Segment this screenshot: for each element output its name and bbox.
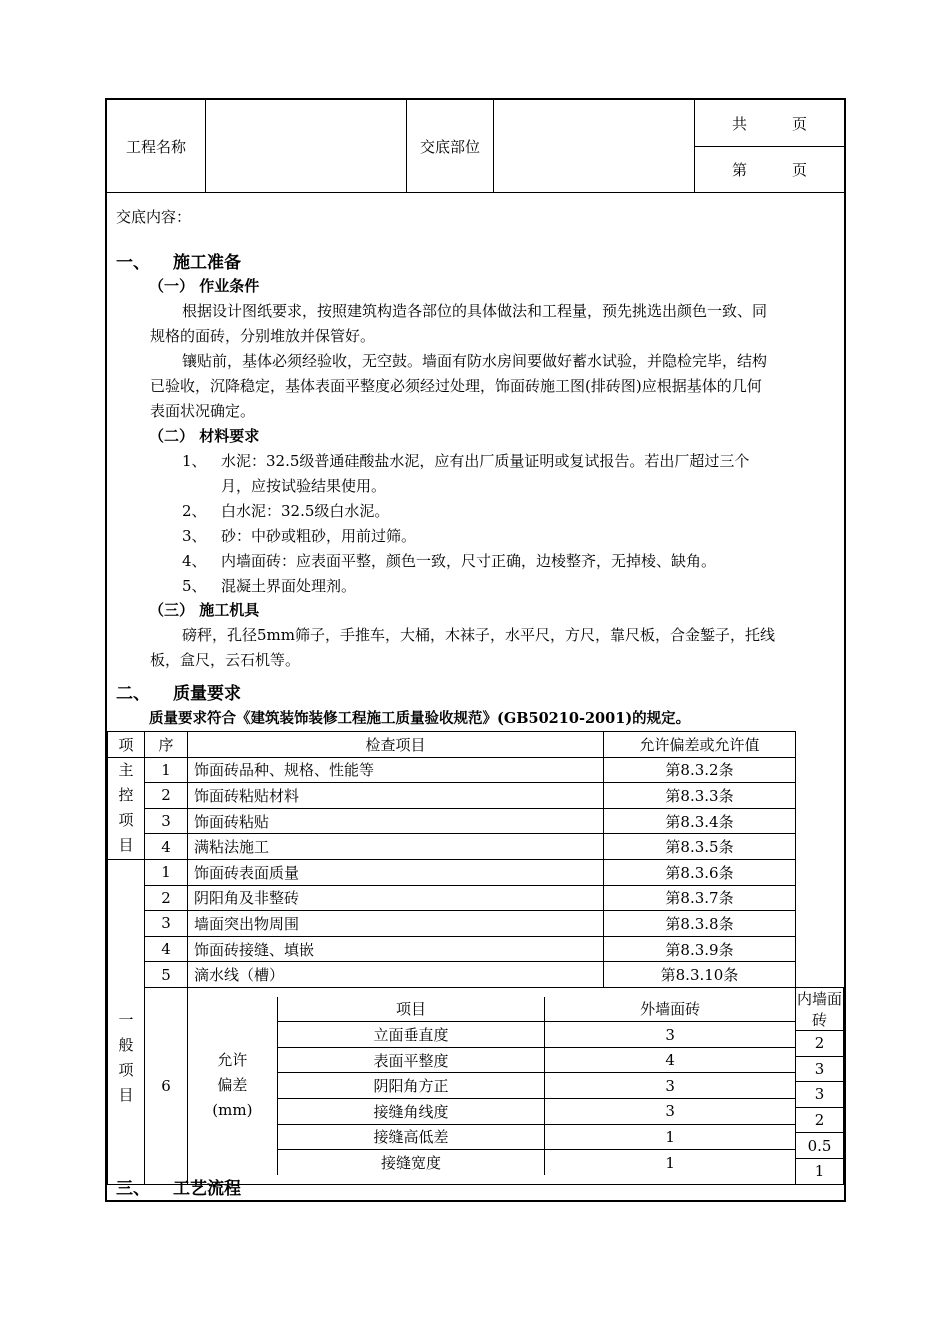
sub1-para2-line1: 镶贴前，基体必须经验收，无空鼓。墙面有防水房间要做好蓄水试验，并隐检完毕，结构 (182, 352, 768, 370)
tolerance-subtable-cell (188, 987, 796, 1184)
material-item-3-line1: 砂：中砂或粗砂，用前过筛。 (221, 527, 417, 545)
page-number: 第 页 (731, 161, 807, 179)
table-row: 4 饰面砖接缝、填嵌 第8.3.9条 (108, 936, 844, 962)
header-tolerance: 允许偏差或允许值 (604, 732, 796, 758)
material-item-1-line1: 水泥：32.5级普通硅酸盐水泥，应有出厂质量证明或复试报告。若出厂超过三个 (221, 452, 750, 470)
project-name-value[interactable] (206, 100, 406, 192)
material-item-3-num: 3、 (182, 527, 207, 545)
table-row: 3 饰面砖粘贴 第8.3.4条 (108, 808, 844, 834)
disclosure-form (105, 98, 846, 1202)
table-row: 主 控 项 目 1 饰面砖品种、规格、性能等 第8.3.2条 (108, 757, 844, 783)
main-control-group: 主 控 项 目 (108, 757, 145, 859)
header-category: 项 (108, 732, 145, 758)
section1-title: 施工准备 (173, 253, 241, 273)
project-name-label: 工程名称 (125, 137, 186, 156)
material-item-1-num: 1、 (182, 452, 207, 470)
table-row: 3 墙面突出物周围 第8.3.8条 (108, 911, 844, 937)
sub2-title: （二） 材料要求 (149, 427, 260, 445)
section2-number: 二、 (116, 684, 150, 704)
general-group: 一 般 项 目 (108, 859, 145, 1184)
tolerance-label: 允许 偏差 (mm) (188, 997, 277, 1175)
sub1-para2-line3: 表面状况确定。 (150, 402, 256, 420)
material-item-1-line2: 月，应按试验结果使用。 (221, 477, 387, 495)
tolerance-row: 6 允许 偏差 (mm) 项目 外墙面砖 立面垂直度 3 表面平整度 4 阴阳角方正 3 接缝角线度 3 接缝高低差 1 接缝宽度 1 内墙面砖 2 3 3 2 0.5 1 (108, 987, 844, 1184)
quality-table (107, 731, 844, 1185)
material-item-4-line1: 内墙面砖：应表面平整，颜色一致，尺寸正确，边棱整齐，无掉棱、缺角。 (221, 552, 717, 570)
material-item-2-num: 2、 (182, 502, 207, 520)
section3-number: 三、 (116, 1179, 150, 1199)
sub3-line2: 板，盒尺，云石机等。 (150, 651, 301, 669)
material-item-5-line1: 混凝土界面处理剂。 (221, 577, 357, 595)
sub1-para1-line2: 规格的面砖，分别堆放并保管好。 (150, 327, 376, 345)
section2-title: 质量要求 (173, 684, 241, 704)
location-value[interactable] (494, 100, 694, 192)
total-pages: 共 页 (731, 114, 807, 133)
section1-number: 一、 (116, 253, 150, 273)
material-item-2-line1: 白水泥：32.5级白水泥。 (221, 502, 390, 520)
header-item: 检查项目 (188, 732, 604, 758)
sub1-para1-line1: 根据设计图纸要求，按照建筑构造各部位的具体做法和工程量，预先挑选出颜色一致、同 (182, 302, 768, 320)
table-row: 4 满粘法施工 第8.3.5条 (108, 834, 844, 860)
location-label: 交底部位 (419, 137, 480, 156)
sub1-para2-line2: 已验收，沉降稳定，基体表面平整度必须经过处理，饰面砖施工图(排砖图)应根据基体的几何 (150, 377, 762, 395)
material-item-4-num: 4、 (182, 552, 207, 570)
quality-intro: 质量要求符合《建筑装饰装修工程施工质量验收规范》(GB50210-2001)的规定。 (149, 710, 691, 727)
header-seq: 序 (145, 732, 188, 758)
sub1-title: （一） 作业条件 (149, 277, 260, 295)
form-header (107, 100, 844, 193)
sub3-line1: 磅秤，孔径5mm筛子，手推车，大桶，木袜子，水平尺，方尺，靠尺板，合金錾子，托线 (182, 626, 775, 644)
table-row: 2 饰面砖粘贴材料 第8.3.3条 (108, 783, 844, 809)
table-row: 一 般 项 目 1 饰面砖表面质量 第8.3.6条 (108, 859, 844, 885)
content-label: 交底内容： (116, 208, 192, 226)
quality-table-header (108, 732, 844, 758)
section3-title: 工艺流程 (173, 1179, 241, 1199)
tolerance-subtable: 允许 偏差 (mm) 项目 外墙面砖 立面垂直度 3 表面平整度 4 阴阳角方正 3 接缝角线度 3 接缝高低差 1 接缝宽度 1 (188, 997, 795, 1175)
sub3-title: （三） 施工机具 (149, 601, 260, 619)
table-row: 2 阴阳角及非整砖 第8.3.7条 (108, 885, 844, 911)
table-row: 5 滴水线（槽） 第8.3.10条 (108, 962, 844, 988)
material-item-5-num: 5、 (182, 577, 207, 595)
inner-wall-column: 内墙面砖 2 3 3 2 0.5 1 (796, 987, 844, 1184)
